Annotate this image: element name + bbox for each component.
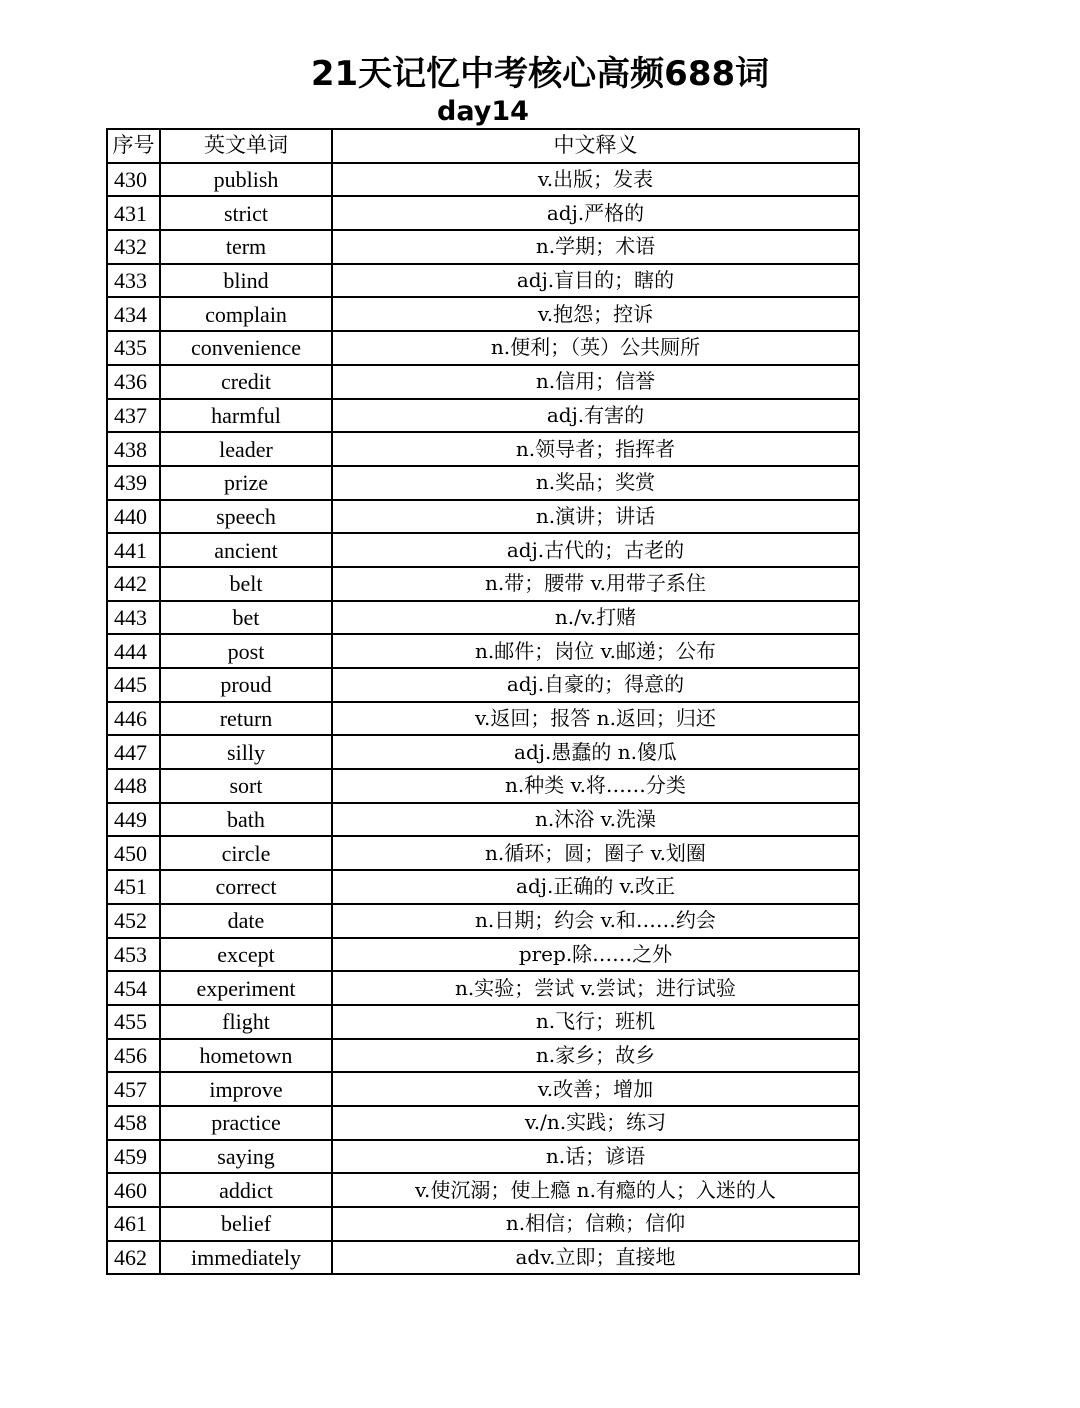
table-row xyxy=(107,938,859,972)
row-index: 442 xyxy=(107,567,160,601)
row-chinese-meaning: v.改善；增加 xyxy=(332,1072,859,1106)
table-row xyxy=(107,702,859,736)
row-index: 439 xyxy=(107,466,160,500)
row-chinese-meaning: n.邮件；岗位 v.邮递；公布 xyxy=(332,634,859,668)
row-chinese-meaning: adj.古代的；古老的 xyxy=(332,533,859,567)
row-chinese-meaning: adj.盲目的；瞎的 xyxy=(332,264,859,298)
row-chinese-meaning: prep.除……之外 xyxy=(332,938,859,972)
row-chinese-meaning: v.抱怨；控诉 xyxy=(332,297,859,331)
row-index: 440 xyxy=(107,500,160,534)
row-index: 461 xyxy=(107,1207,160,1241)
row-index: 443 xyxy=(107,601,160,635)
row-english-word: bet xyxy=(160,601,332,635)
row-english-word: credit xyxy=(160,365,332,399)
header-english-word: 英文单词 xyxy=(160,129,332,163)
row-chinese-meaning: n.种类 v.将……分类 xyxy=(332,769,859,803)
row-english-word: belief xyxy=(160,1207,332,1241)
row-index: 452 xyxy=(107,904,160,938)
row-english-word: hometown xyxy=(160,1039,332,1073)
page-title: 21天记忆中考核心高频688词 xyxy=(310,54,770,94)
table-row xyxy=(107,230,859,264)
row-english-word: complain xyxy=(160,297,332,331)
row-english-word: except xyxy=(160,938,332,972)
row-chinese-meaning: n.话；谚语 xyxy=(332,1140,859,1174)
row-chinese-meaning: v.出版；发表 xyxy=(332,163,859,197)
row-english-word: belt xyxy=(160,567,332,601)
row-chinese-meaning: adv.立即；直接地 xyxy=(332,1241,859,1275)
table-row xyxy=(107,163,859,197)
row-english-word: harmful xyxy=(160,399,332,433)
row-english-word: date xyxy=(160,904,332,938)
row-english-word: ancient xyxy=(160,533,332,567)
table-row xyxy=(107,432,859,466)
table-row xyxy=(107,601,859,635)
table-row xyxy=(107,567,859,601)
table-row xyxy=(107,331,859,365)
row-english-word: leader xyxy=(160,432,332,466)
row-english-word: strict xyxy=(160,196,332,230)
row-english-word: sort xyxy=(160,769,332,803)
header-index: 序号 xyxy=(107,129,160,163)
row-chinese-meaning: n.实验；尝试 v.尝试；进行试验 xyxy=(332,971,859,1005)
row-index: 459 xyxy=(107,1140,160,1174)
table-row xyxy=(107,466,859,500)
row-english-word: convenience xyxy=(160,331,332,365)
row-english-word: experiment xyxy=(160,971,332,1005)
row-english-word: flight xyxy=(160,1005,332,1039)
row-chinese-meaning: adj.严格的 xyxy=(332,196,859,230)
row-english-word: addict xyxy=(160,1173,332,1207)
table-row xyxy=(107,971,859,1005)
row-index: 433 xyxy=(107,264,160,298)
row-index: 436 xyxy=(107,365,160,399)
table-row xyxy=(107,870,859,904)
row-index: 451 xyxy=(107,870,160,904)
row-index: 458 xyxy=(107,1106,160,1140)
table-row xyxy=(107,196,859,230)
table-row xyxy=(107,1173,859,1207)
table-body xyxy=(107,163,859,1275)
row-index: 434 xyxy=(107,297,160,331)
row-index: 441 xyxy=(107,533,160,567)
row-english-word: speech xyxy=(160,500,332,534)
row-chinese-meaning: n.领导者；指挥者 xyxy=(332,432,859,466)
row-chinese-meaning: n.相信；信赖；信仰 xyxy=(332,1207,859,1241)
row-english-word: return xyxy=(160,702,332,736)
table-row xyxy=(107,399,859,433)
row-index: 445 xyxy=(107,668,160,702)
row-chinese-meaning: adj.自豪的；得意的 xyxy=(332,668,859,702)
row-chinese-meaning: v.返回；报答 n.返回；归还 xyxy=(332,702,859,736)
row-english-word: saying xyxy=(160,1140,332,1174)
table-row xyxy=(107,634,859,668)
table-row xyxy=(107,365,859,399)
row-chinese-meaning: adj.有害的 xyxy=(332,399,859,433)
row-english-word: blind xyxy=(160,264,332,298)
table-row xyxy=(107,769,859,803)
row-english-word: proud xyxy=(160,668,332,702)
row-english-word: improve xyxy=(160,1072,332,1106)
table-row xyxy=(107,1140,859,1174)
row-index: 455 xyxy=(107,1005,160,1039)
row-english-word: bath xyxy=(160,803,332,837)
row-chinese-meaning: adj.愚蠢的 n.傻瓜 xyxy=(332,735,859,769)
row-chinese-meaning: n.沐浴 v.洗澡 xyxy=(332,803,859,837)
row-index: 456 xyxy=(107,1039,160,1073)
row-english-word: term xyxy=(160,230,332,264)
row-chinese-meaning: n.日期；约会 v.和……约会 xyxy=(332,904,859,938)
row-english-word: immediately xyxy=(160,1241,332,1275)
row-index: 447 xyxy=(107,735,160,769)
row-english-word: correct xyxy=(160,870,332,904)
table-row xyxy=(107,1207,859,1241)
table-row xyxy=(107,1072,859,1106)
row-chinese-meaning: n.学期；术语 xyxy=(332,230,859,264)
table-row xyxy=(107,264,859,298)
row-index: 453 xyxy=(107,938,160,972)
row-chinese-meaning: n./v.打赌 xyxy=(332,601,859,635)
row-chinese-meaning: n.带；腰带 v.用带子系住 xyxy=(332,567,859,601)
row-chinese-meaning: n.奖品；奖赏 xyxy=(332,466,859,500)
row-index: 437 xyxy=(107,399,160,433)
table-row xyxy=(107,533,859,567)
table-row xyxy=(107,836,859,870)
row-chinese-meaning: n.飞行；班机 xyxy=(332,1005,859,1039)
table-row xyxy=(107,1106,859,1140)
table-row xyxy=(107,1039,859,1073)
row-index: 435 xyxy=(107,331,160,365)
row-english-word: practice xyxy=(160,1106,332,1140)
vocabulary-table xyxy=(106,128,860,1275)
row-index: 449 xyxy=(107,803,160,837)
row-index: 448 xyxy=(107,769,160,803)
table-row xyxy=(107,668,859,702)
row-index: 454 xyxy=(107,971,160,1005)
row-chinese-meaning: n.家乡；故乡 xyxy=(332,1039,859,1073)
row-index: 432 xyxy=(107,230,160,264)
row-english-word: silly xyxy=(160,735,332,769)
row-chinese-meaning: n.循环；圆；圈子 v.划圈 xyxy=(332,836,859,870)
row-index: 438 xyxy=(107,432,160,466)
row-chinese-meaning: n.演讲；讲话 xyxy=(332,500,859,534)
row-index: 462 xyxy=(107,1241,160,1275)
row-chinese-meaning: v./n.实践；练习 xyxy=(332,1106,859,1140)
row-index: 450 xyxy=(107,836,160,870)
page-subtitle: day14 xyxy=(437,96,529,127)
table-row xyxy=(107,803,859,837)
row-chinese-meaning: v.使沉溺；使上瘾 n.有瘾的人；入迷的人 xyxy=(332,1173,859,1207)
row-chinese-meaning: n.便利；（英）公共厕所 xyxy=(332,331,859,365)
row-index: 430 xyxy=(107,163,160,197)
row-chinese-meaning: adj.正确的 v.改正 xyxy=(332,870,859,904)
row-english-word: publish xyxy=(160,163,332,197)
row-chinese-meaning: n.信用；信誉 xyxy=(332,365,859,399)
row-index: 446 xyxy=(107,702,160,736)
table-row xyxy=(107,500,859,534)
header-chinese-meaning: 中文释义 xyxy=(332,129,859,163)
table-row xyxy=(107,1241,859,1275)
row-english-word: post xyxy=(160,634,332,668)
table-row xyxy=(107,297,859,331)
table-header-row xyxy=(107,129,859,163)
table-row xyxy=(107,904,859,938)
row-index: 431 xyxy=(107,196,160,230)
row-index: 444 xyxy=(107,634,160,668)
table-row xyxy=(107,1005,859,1039)
row-english-word: circle xyxy=(160,836,332,870)
table-row xyxy=(107,735,859,769)
row-english-word: prize xyxy=(160,466,332,500)
row-index: 460 xyxy=(107,1173,160,1207)
row-index: 457 xyxy=(107,1072,160,1106)
